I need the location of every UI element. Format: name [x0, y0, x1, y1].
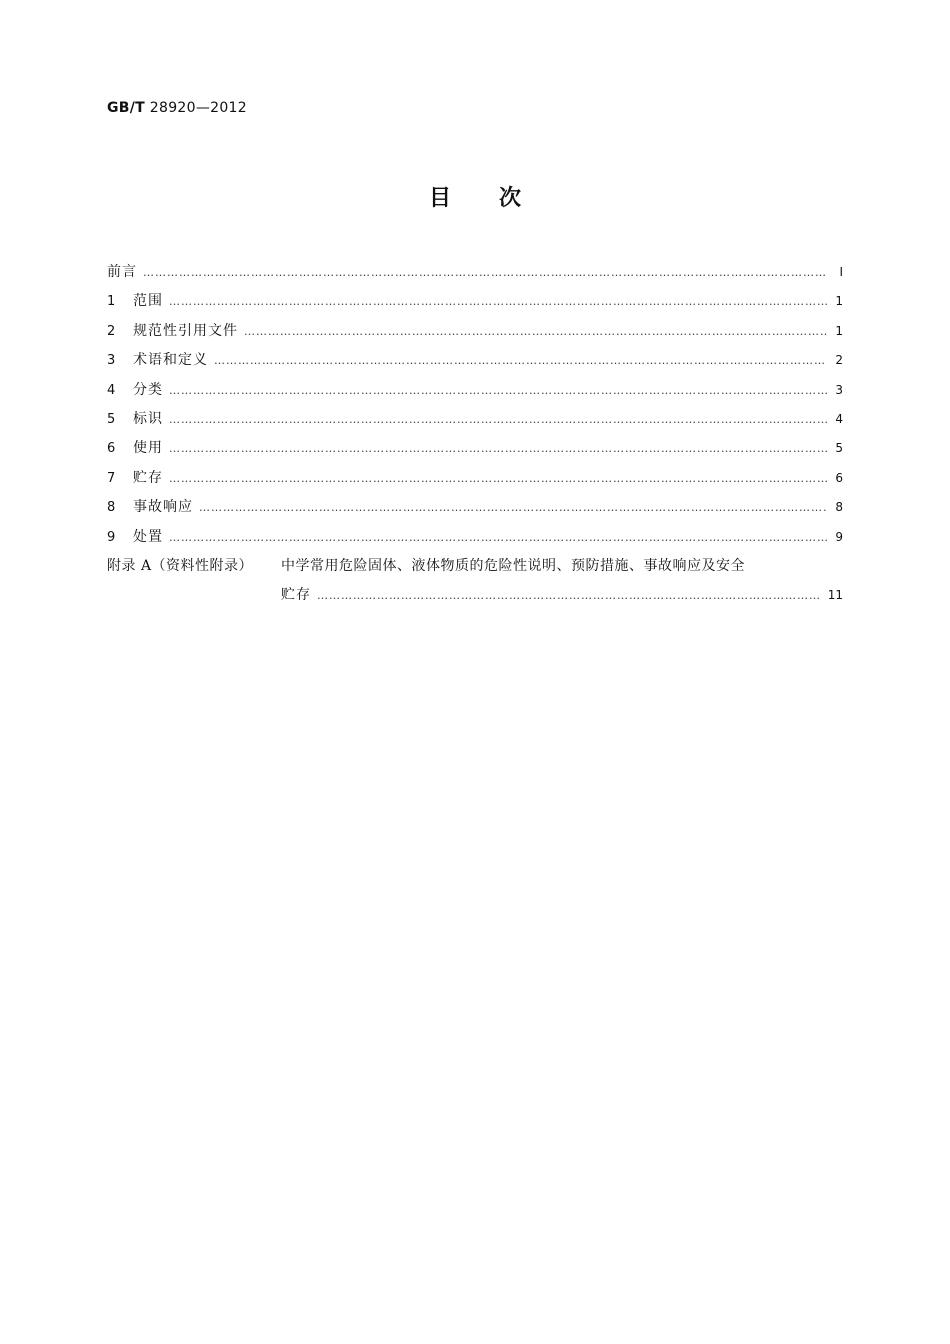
- toc-entry-label: 处置: [133, 528, 163, 545]
- dot-leader: [169, 405, 827, 434]
- annex-prefix: 附录 A（资料性附录）: [107, 557, 254, 574]
- toc-entry-number: 7: [107, 470, 116, 486]
- toc-entry-page: 9: [835, 529, 843, 544]
- toc-entry-page: 11: [827, 588, 843, 603]
- dot-leader: [169, 287, 827, 316]
- annex-title-line-1: 中学常用危险固体、液体物质的危险性说明、预防措施、事故响应及安全: [281, 557, 745, 574]
- toc-entry-page: Ⅰ: [839, 265, 843, 279]
- toc-entry-page: 2: [835, 353, 843, 368]
- annex-title-line-2: 贮存: [281, 587, 311, 604]
- toc-entry[interactable]: [107, 376, 843, 405]
- dot-leader: [199, 493, 827, 522]
- toc-entry-label: 贮存: [133, 469, 163, 486]
- toc-entry-page: 4: [835, 411, 843, 426]
- title-char-1: 目: [428, 185, 451, 211]
- toc-entry-annex-a[interactable]: [107, 552, 843, 581]
- toc-entry-page: 6: [835, 470, 843, 485]
- toc-entry[interactable]: [107, 317, 843, 346]
- toc-entry[interactable]: [107, 287, 843, 316]
- title-char-2: 次: [499, 185, 522, 211]
- toc-entry-page: 3: [835, 382, 843, 397]
- standard-code: [107, 100, 247, 116]
- toc-entry-label: 术语和定义: [133, 352, 208, 369]
- dot-leader: [317, 581, 822, 610]
- toc-entry-annex-a-continued[interactable]: [107, 581, 843, 610]
- toc-entry[interactable]: [107, 464, 843, 493]
- dot-leader: [169, 464, 827, 493]
- table-of-contents: [107, 258, 843, 611]
- standard-number: 28920—2012: [149, 100, 247, 116]
- dot-leader: [169, 523, 827, 552]
- toc-entry-page: 1: [835, 323, 843, 338]
- toc-entry-number: 1: [107, 294, 116, 310]
- toc-entry-label: 分类: [133, 381, 163, 398]
- dot-leader: [169, 376, 827, 405]
- toc-entry-page: 5: [835, 441, 843, 456]
- toc-entry[interactable]: [107, 405, 843, 434]
- toc-entry-number: 8: [107, 500, 116, 516]
- toc-entry-label: 标识: [133, 410, 163, 427]
- dot-leader: [244, 317, 827, 346]
- toc-entry-label: 规范性引用文件: [133, 322, 238, 339]
- toc-entry[interactable]: [107, 434, 843, 463]
- toc-entry-page: 8: [835, 500, 843, 515]
- toc-entry[interactable]: [107, 346, 843, 375]
- toc-entry-label: 范围: [133, 293, 163, 310]
- dot-leader: [169, 434, 827, 463]
- toc-entry-label: 前言: [107, 264, 137, 280]
- toc-entry-foreword[interactable]: [107, 258, 843, 287]
- page-title: [0, 181, 950, 212]
- toc-entry-number: 2: [107, 323, 116, 339]
- toc-entry-number: 4: [107, 382, 116, 398]
- toc-entry-number: 5: [107, 411, 116, 427]
- toc-entry-number: 6: [107, 441, 116, 457]
- toc-entry-number: 9: [107, 529, 116, 545]
- dot-leader: [214, 346, 827, 375]
- dot-leader: [143, 258, 827, 287]
- standard-prefix: GB/T: [107, 100, 146, 116]
- toc-entry-label: 使用: [133, 440, 163, 457]
- toc-entry-page: 1: [835, 294, 843, 309]
- toc-entry-number: 3: [107, 353, 116, 369]
- toc-entry[interactable]: [107, 523, 843, 552]
- toc-entry-label: 事故响应: [133, 499, 193, 516]
- toc-entry[interactable]: [107, 493, 843, 522]
